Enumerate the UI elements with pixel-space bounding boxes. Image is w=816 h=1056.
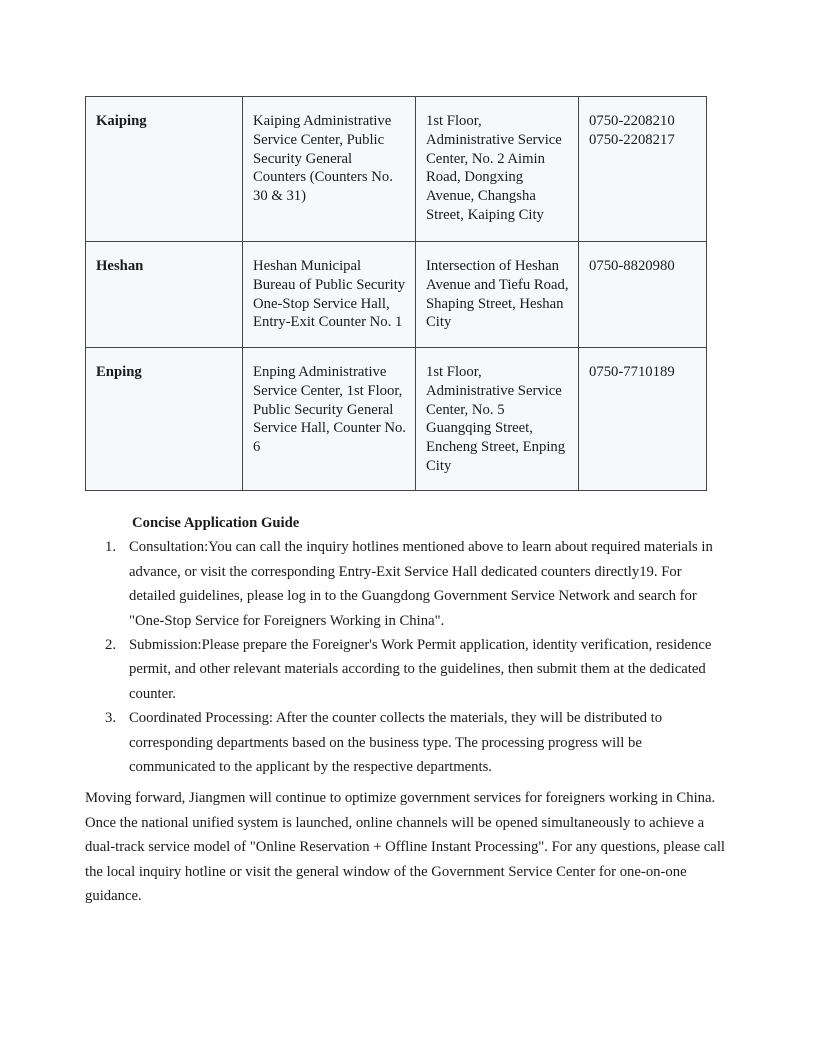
closing-paragraph: Moving forward, Jiangmen will continue to optimize government services for foreigners working in China. Once the national unified system is launched, online channels will be opened simultaneously to achieve a dual-track service model of "Online Reservation + Offline Instant Processing". For any questions, please call the local inquiry hotline or visit the general window of the Government Service Center for one-on-one guidance. xyxy=(85,790,725,905)
list-item xyxy=(85,706,727,779)
table-row-enping xyxy=(86,348,707,491)
table-row-kaiping xyxy=(86,97,707,242)
venue-cell: Kaiping Administrative Service Center, Public Security General Counters (Counters No. 30 & 31) xyxy=(243,97,416,242)
city-name: Heshan xyxy=(86,242,243,348)
list-item-text: Submission:Please prepare the Foreigner's Work Permit application, identity verification, residence permit, and other relevant materials according to the guidelines, then submit them at the dedicated counter. xyxy=(129,637,712,702)
venue-cell: Enping Administrative Service Center, 1st Floor, Public Security General Service Hall, Counter No. 6 xyxy=(243,348,416,491)
phone-number: 0750-7710189 xyxy=(589,364,675,380)
table-row-heshan xyxy=(86,242,707,348)
list-number: 2. xyxy=(105,637,117,654)
phone-cell xyxy=(579,242,707,348)
address-cell: Intersection of Heshan Avenue and Tiefu Road, Shaping Street, Heshan City xyxy=(416,242,579,348)
guide-section xyxy=(85,511,727,909)
phone-number: 0750-2208217 xyxy=(589,131,675,148)
city-name: Enping xyxy=(86,348,243,491)
service-centers-table xyxy=(85,96,707,491)
guide-heading: Concise Application Guide xyxy=(132,515,300,531)
address-cell: 1st Floor, Administrative Service Center, No. 2 Aimin Road, Dongxing Avenue, Changsha Street, Kaiping City xyxy=(416,97,579,242)
list-number: 1. xyxy=(105,539,117,556)
phone-number: 0750-2208210 xyxy=(589,113,675,129)
list-item-text: Coordinated Processing: After the counter collects the materials, they will be distributed to corresponding departments based on the business type. The processing progress will be communicated to the applicant by the respective departments. xyxy=(129,710,663,776)
list-item xyxy=(85,633,727,706)
list-item xyxy=(85,535,727,633)
address-cell: 1st Floor, Administrative Service Center, No. 5 Guangqing Street, Encheng Street, Enping City xyxy=(416,348,579,491)
phone-cell xyxy=(579,97,707,242)
city-name: Kaiping xyxy=(86,97,243,242)
phone-number: 0750-8820980 xyxy=(589,258,675,274)
list-item-text: Consultation:You can call the inquiry hotlines mentioned above to learn about required materials in advance, or visit the corresponding Entry-Exit Service Hall dedicated counters directly19. For detailed guidelines, please log in to the Guangdong Government Service Network and search for "One-Stop Service for Foreigners Working in China". xyxy=(129,539,713,629)
venue-cell: Heshan Municipal Bureau of Public Security One-Stop Service Hall, Entry-Exit Counter No. 1 xyxy=(243,242,416,348)
phone-cell xyxy=(579,348,707,491)
list-number: 3. xyxy=(105,710,117,727)
